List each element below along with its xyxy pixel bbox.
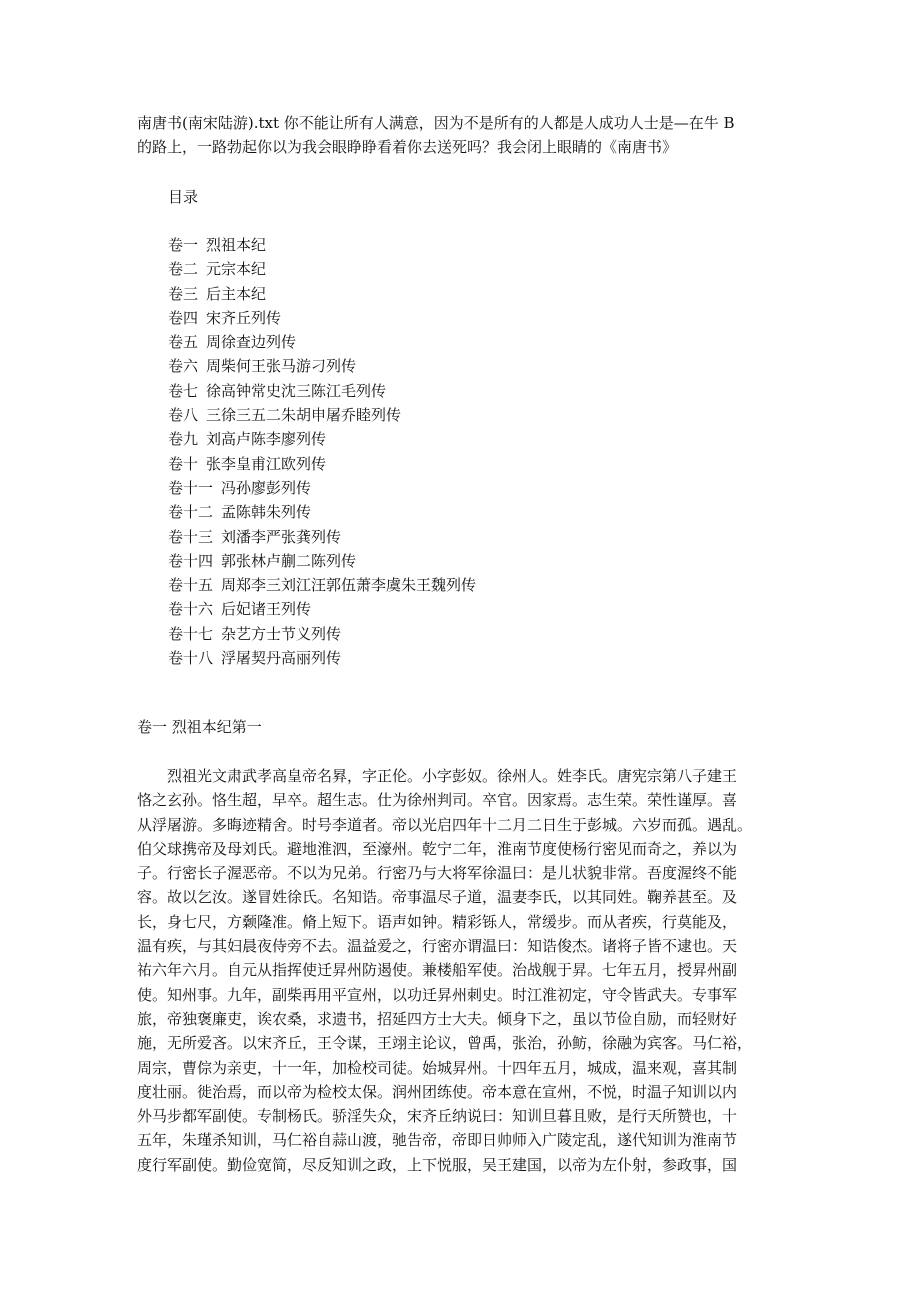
- body-line: 恪之玄孙。恪生超，早卒。超生志。仕为徐州判司。卒官。因家焉。志生荣。荣性谨厚。喜: [137, 791, 738, 810]
- toc-item: [168, 646, 476, 670]
- toc-volume: 卷十六: [168, 600, 214, 619]
- toc-chapter-name: 冯孙廖彭列传: [221, 478, 312, 497]
- body-line: 从浮屠游。多晦迹精舍。时号李道者。帝以光启四年十二月二日生于彭城。六岁而孤。遇乱。: [137, 815, 753, 834]
- toc-item: [168, 354, 476, 378]
- intro-paragraph: [137, 111, 797, 159]
- toc-item: [168, 622, 476, 646]
- toc-chapter-name: 孟陈韩朱列传: [221, 503, 312, 522]
- toc-chapter-name: 刘潘李严张龚列传: [221, 527, 342, 546]
- body-line: 度壮丽。徙治焉，而以帝为检校太保。润州团练使。帝本意在宣州，不悦，时温子知训以内: [137, 1082, 738, 1101]
- toc-volume: 卷十五: [168, 576, 214, 595]
- body-line: 外马步都军副使。专制杨氏。骄淫失众，宋齐丘纳说曰：知训旦暮且败，是行天所赞也，十: [137, 1107, 738, 1126]
- toc-chapter-name: 后妃诸王列传: [221, 600, 312, 619]
- toc-item: [168, 427, 476, 451]
- toc-chapter-name: 浮屠契丹高丽列传: [221, 649, 342, 668]
- toc-item: [168, 573, 476, 597]
- toc-item: [168, 257, 476, 281]
- toc-volume: 卷八: [168, 406, 199, 425]
- toc-item: [168, 282, 476, 306]
- toc-chapter-name: 宋齐丘列传: [206, 308, 282, 327]
- toc-volume: 卷五: [168, 333, 199, 352]
- toc-item: [168, 379, 476, 403]
- toc-chapter-name: 元宗本纪: [206, 260, 267, 279]
- toc-chapter-name: 刘高卢陈李廖列传: [206, 430, 327, 449]
- toc-item: [168, 549, 476, 573]
- body-line: 祐六年六月。自元从指挥使迁昇州防遏使。兼楼船军使。治战舰于昇。七年五月，授昇州副: [137, 961, 738, 980]
- chapter-body: [137, 764, 797, 1177]
- toc-chapter-name: 杂艺方士节义列传: [221, 624, 342, 643]
- toc-volume: 卷七: [168, 381, 199, 400]
- body-line: 子。行密长子渥恶帝。不以为兄弟。行密乃与大将军徐温曰：是儿状貌非常。吾度渥终不能: [137, 864, 738, 883]
- toc-item: [168, 476, 476, 500]
- toc-volume: 卷九: [168, 430, 199, 449]
- toc-chapter-name: 张李皇甫江欧列传: [206, 454, 327, 473]
- body-line: 烈祖光文肃武孝高皇帝名昪，字正伦。小字彭奴。徐州人。姓李氏。唐宪宗第八子建王: [167, 767, 738, 785]
- toc-volume: 卷十一: [168, 478, 214, 497]
- toc-chapter-name: 周柴何王张马游刁列传: [206, 357, 357, 376]
- toc-item: [168, 452, 476, 476]
- chapter-title: 卷一 烈祖本纪第一: [137, 718, 262, 736]
- body-line: 周宗，曹倧为亲吏，十一年，加检校司徒。始城昇州。十四年五月，城成，温来观，喜其制: [137, 1058, 738, 1077]
- toc-volume: 卷十二: [168, 503, 214, 522]
- body-line: 五年，朱瑾杀知训，马仁裕自蒜山渡，驰告帝，帝即日帅师入广陵定乱，遂代知训为淮南节: [137, 1131, 738, 1150]
- toc-volume: 卷一: [168, 236, 199, 254]
- toc-volume: 卷三: [168, 284, 199, 303]
- toc-volume: 卷十七: [168, 624, 214, 643]
- toc-chapter-name: 烈祖本纪: [206, 236, 267, 254]
- body-line: 使。知州事。九年，副柴再用平宣州，以功迁昇州刺史。时江淮初定，守令皆武夫。专事军: [137, 985, 738, 1004]
- intro-line: 的路上，一路勃起你以为我会眼睁睁看着你去送死吗？我会闭上眼睛的《南唐书》: [137, 138, 678, 156]
- toc-item: [168, 525, 476, 549]
- body-line: 度行军副使。勤俭宽简，尽反知训之政，上下悦服，吴王建国，以帝为左仆射，参政事，国: [137, 1155, 738, 1174]
- toc-volume: 卷六: [168, 357, 199, 376]
- toc-volume: 卷十四: [168, 551, 214, 570]
- toc-volume: 卷十八: [168, 649, 214, 668]
- body-line: 施，无所爱吝。以宋齐丘，王令谋，王翊主论议，曾禹，张治，孙鲂，徐融为宾客。马仁裕，: [137, 1034, 753, 1053]
- toc-chapter-name: 郭张林卢蒯二陈列传: [221, 551, 357, 570]
- toc-title: 目录: [168, 188, 199, 206]
- toc-volume: 卷十三: [168, 527, 214, 546]
- table-of-contents: [168, 233, 476, 670]
- toc-chapter-name: 后主本纪: [206, 284, 267, 303]
- toc-volume: 卷二: [168, 260, 199, 279]
- toc-volume: 卷四: [168, 308, 199, 327]
- toc-chapter-name: 徐高钟常史沈三陈江毛列传: [206, 381, 387, 400]
- toc-item: [168, 597, 476, 621]
- intro-line: 南唐书(南宋陆游).txt 你不能让所有人满意，因为不是所有的人都是人成功人士是—在牛 B: [137, 114, 735, 132]
- body-line: 长，身七尺，方颡隆准。脩上短下。语声如钟。精彩铄人，常缓步。而从者疾，行莫能及，: [137, 912, 738, 931]
- toc-chapter-name: 周郑李三刘江汪郭伍萧李虞朱王魏列传: [221, 576, 477, 595]
- toc-volume: 卷十: [168, 454, 199, 473]
- toc-item: [168, 500, 476, 524]
- body-line: 伯父球携帝及母刘氏。避地淮泗，至濠州。乾宁二年，淮南节度使杨行密见而奇之，养以为: [137, 839, 738, 858]
- toc-chapter-name: 三徐三五二朱胡申屠乔睦列传: [206, 406, 402, 425]
- toc-item: [168, 403, 476, 427]
- toc-item: [168, 306, 476, 330]
- toc-item: [168, 233, 476, 257]
- toc-item: [168, 330, 476, 354]
- body-line: 温有疾，与其妇晨夜侍旁不去。温益爱之，行密亦谓温曰：知诰俊杰。诸将子皆不逮也。天: [137, 937, 738, 956]
- body-line: 旅，帝独褒廉吏，诶农桑，求遗书，招延四方士大夫。倾身下之，虽以节俭自励，而轻财好: [137, 1009, 738, 1028]
- toc-chapter-name: 周徐查边列传: [206, 333, 297, 352]
- body-line: 容。故以乞汝。遂冒姓徐氏。名知诰。帝事温尽子道，温妻李氏，以其同姓。鞠养甚至。及: [137, 888, 738, 907]
